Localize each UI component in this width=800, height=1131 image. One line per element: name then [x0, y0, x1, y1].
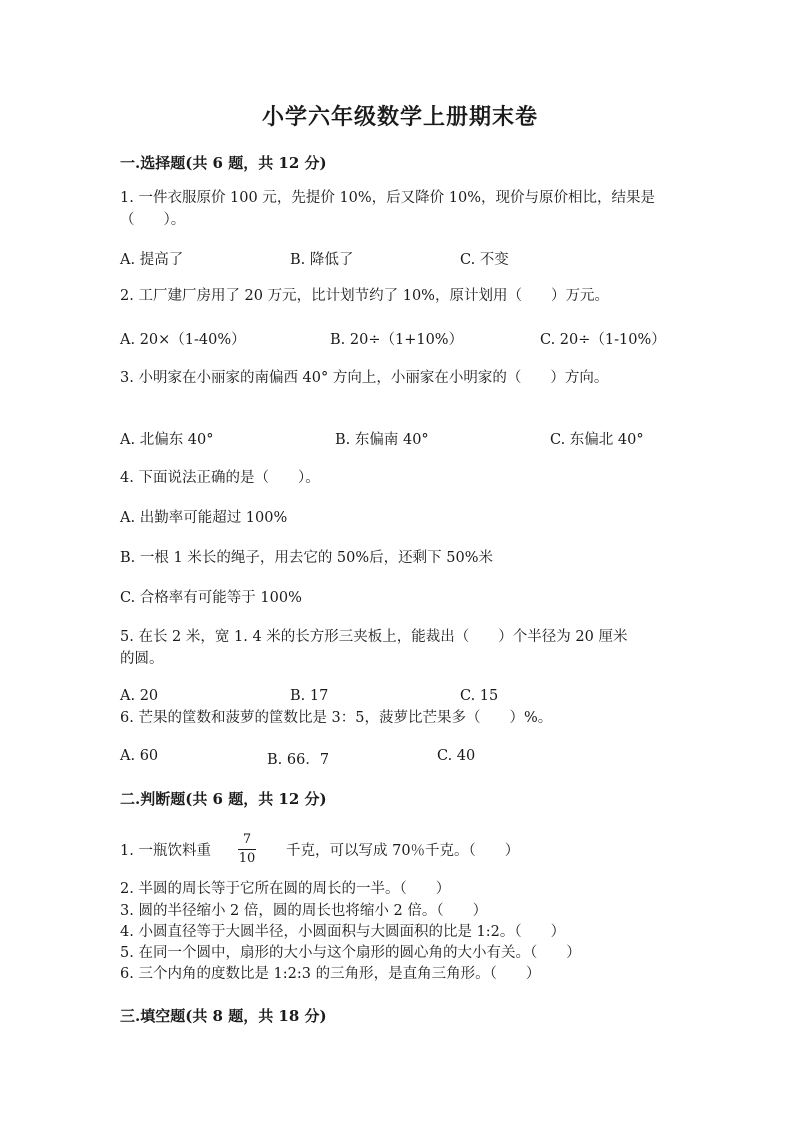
- question-1-text-cont: （ ）。: [120, 212, 186, 228]
- judge-3-text: 3. 圆的半径缩小 2 倍，圆的周长也将缩小 2 倍。（ ）: [120, 903, 488, 919]
- question-2-text: 2. 工厂建厂房用了 20 万元，比计划节约了 10%，原计划用（ ）万元。: [120, 288, 609, 304]
- question-3-option-b: B. 东偏南 40°: [335, 432, 429, 448]
- question-6-text: 6. 芒果的筐数和菠萝的筐数比是 3：5，菠萝比芒果多（ ）%。: [120, 710, 553, 726]
- question-3-text: 3. 小明家在小丽家的南偏西 40° 方向上，小丽家在小明家的（ ）方向。: [120, 370, 609, 386]
- judge-4-text: 4. 小圆直径等于大圆半径，小圆面积与大圆面积的比是 1:2。（ ）: [120, 924, 566, 940]
- question-5-option-b: B. 17: [290, 688, 329, 704]
- section-heading-choice: 一.选择题(共 6 题，共 12 分): [120, 154, 327, 172]
- question-5-text: 5. 在长 2 米，宽 1. 4 米的长方形三夹板上，能裁出（ ）个半径为 20 厘米: [120, 629, 628, 645]
- question-2-option-a: A. 20×（1-40%）: [120, 332, 246, 348]
- question-1-option-a: A. 提高了: [120, 252, 184, 268]
- fraction-denominator: 10: [238, 851, 256, 866]
- question-5-option-c: C. 15: [460, 688, 499, 704]
- judge-6-text: 6. 三个内角的度数比是 1:2:3 的三角形，是直角三角形。（ ）: [120, 966, 541, 982]
- section-heading-judgement: 二.判断题(共 6 题，共 12 分): [120, 790, 327, 808]
- question-5-option-a: A. 20: [120, 688, 159, 704]
- question-1-option-c: C. 不变: [460, 252, 509, 268]
- judge-2-text: 2. 半圆的周长等于它所在圆的周长的一半。（ ）: [120, 881, 451, 897]
- fraction-seven-tenths: [236, 832, 258, 867]
- section-heading-fill-in: 三.填空题(共 8 题，共 18 分): [120, 1007, 327, 1025]
- question-5-text-cont: 的圆。: [120, 651, 164, 667]
- question-4-option-c: C. 合格率有可能等于 100%: [120, 590, 302, 606]
- page-title: 小学六年级数学上册期末卷: [261, 104, 538, 130]
- question-4-text: 4. 下面说法正确的是（ ）。: [120, 470, 320, 486]
- judge-1-text-pre: 1. 一瓶饮料重: [120, 843, 211, 859]
- question-2-option-b: B. 20÷（1+10%）: [330, 332, 464, 348]
- question-6-option-a: A. 60: [120, 748, 159, 764]
- question-6-option-b: B. 66．7: [267, 752, 330, 768]
- judge-5-text: 5. 在同一个圆中，扇形的大小与这个扇形的圆心角的大小有关。（ ）: [120, 945, 581, 961]
- question-1-text: 1. 一件衣服原价 100 元，先提价 10%，后又降价 10%，现价与原价相比，结果是: [120, 190, 656, 206]
- question-3-option-c: C. 东偏北 40°: [550, 432, 644, 448]
- question-4-option-b: B. 一根 1 米长的绳子，用去它的 50%后，还剩下 50%米: [120, 550, 493, 566]
- fraction-numerator: 7: [242, 832, 252, 847]
- question-4-option-a: A. 出勤率可能超过 100%: [120, 510, 288, 526]
- question-6-option-c: C. 40: [437, 748, 476, 764]
- fraction-bar: [238, 849, 256, 850]
- question-1-option-b: B. 降低了: [290, 252, 354, 268]
- question-2-option-c: C. 20÷（1-10%）: [540, 332, 666, 348]
- question-3-option-a: A. 北偏东 40°: [120, 432, 214, 448]
- judge-1-text-post: 千克，可以写成 70％千克。（ ）: [286, 843, 520, 859]
